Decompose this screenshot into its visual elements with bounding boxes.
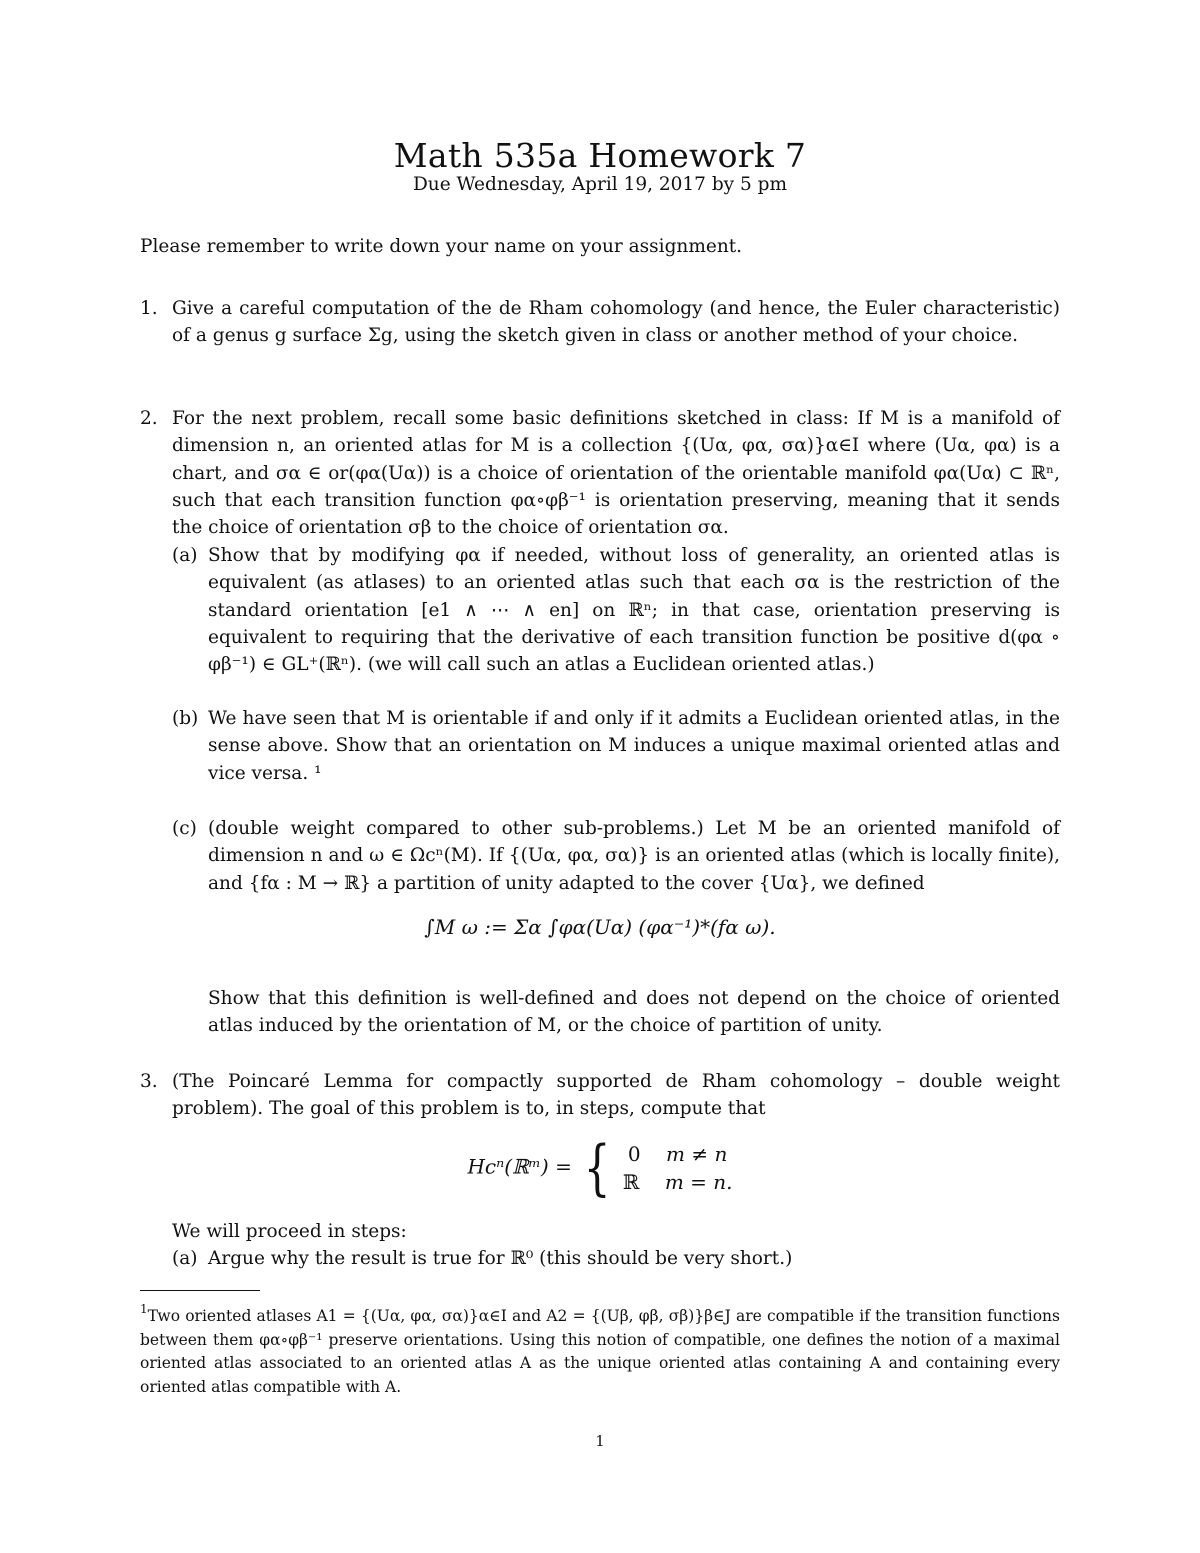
case-1-condition: m ≠ n (666, 1142, 728, 1166)
problem-2b-text: We have seen that M is orientable if and only if it admits a Euclidean oriented atlas, in the sense above. Show that an orientation on M induces a unique maximal oriented atlas and vice versa. ¹ (208, 708, 1060, 784)
problem-2a-label: (a) (172, 545, 198, 566)
formula-cases (623, 1140, 733, 1196)
problem-1-text: Give a careful computation of the de Rham cohomology (and hence, the Euler characteristic) of a genus g surface Σg, using the sketch given in class or another method of your choice. (172, 298, 1060, 347)
problem-3a (172, 1245, 1060, 1272)
problem-1 (140, 295, 1060, 350)
left-brace-icon: { (583, 1133, 611, 1203)
case-row-1 (623, 1140, 733, 1168)
problem-3-text: (The Poincaré Lemma for compactly supported de Rham cohomology – double weight problem). The goal of this problem is to, in steps, compute that (172, 1071, 1060, 1120)
problem-1-number: 1. (140, 298, 158, 319)
steps-intro: We will proceed in steps: (172, 1221, 407, 1242)
problem-2a (172, 542, 1060, 678)
problem-2c-after-text: Show that this definition is well-defined and does not depend on the choice of oriented atlas induced by the orientation of M, or the choice of partition of unity. (208, 988, 1060, 1037)
due-date: Due Wednesday, April 19, 2017 by 5 pm (412, 174, 788, 195)
footnote-divider (140, 1290, 260, 1291)
case-row-2 (623, 1168, 733, 1196)
problem-2a-text: Show that by modifying φα if needed, without loss of generality, an oriented atlas is equivalent (as atlases) to an oriented atlas such that each σα is the restriction of the standard orientation [e1 ∧ ⋯ ∧ en] on ℝⁿ; in that case, orientation preserving is equivalent to requiring that the derivative of each transition function be positive d(φα ∘ φβ⁻¹) ∈ GL⁺(ℝⁿ). (we will call such an atlas a Euclidean oriented atlas.) (208, 545, 1060, 676)
formula-lhs: Hcⁿ(ℝᵐ) = (467, 1154, 572, 1179)
problem-2b-label: (b) (172, 708, 199, 729)
problem-3a-label: (a) (172, 1248, 198, 1269)
problem-3a-text: Argue why the result is true for ℝ⁰ (this should be very short.) (208, 1248, 793, 1269)
reminder-text: Please remember to write down your name on your assignment. (140, 236, 743, 257)
page-number: 1 (595, 1432, 605, 1450)
problem-2c-label: (c) (172, 818, 197, 839)
problem-2c (172, 815, 1060, 897)
integral-definition-formula: ∫M ω := Σα ∫φα(Uα) (φα⁻¹)*(fα ω). (424, 915, 776, 939)
problem-2b (172, 705, 1060, 787)
case-2-value: ℝ (622, 1170, 640, 1194)
footnote-marker: 1 (140, 1302, 148, 1316)
problem-3-steps (140, 1218, 1060, 1245)
case-1-value: 0 (627, 1142, 641, 1166)
problem-2-number: 2. (140, 408, 158, 429)
problem-3 (140, 1068, 1060, 1123)
problem-2 (140, 405, 1060, 541)
footnote-text: Two oriented atlases A1 = {(Uα, φα, σα)}α∈I and A2 = {(Uβ, φβ, σβ)}β∈J are compatible if the transition functions between them φα∘φβ⁻¹ preserve orientations. Using this notion of compatible, one defines the notion of a maximal oriented atlas associated to an oriented atlas A as the unique oriented atlas containing A and containing every oriented atlas compatible with A. (140, 1307, 1060, 1396)
problem-3-number: 3. (140, 1071, 158, 1092)
footnote (140, 1298, 1060, 1399)
problem-2c-continuation (172, 985, 1060, 1040)
page-title: Math 535a Homework 7 (393, 136, 807, 175)
problem-2-intro: For the next problem, recall some basic definitions sketched in class: If M is a manifold of dimension n, an oriented atlas for M is a collection {(Uα, φα, σα)}α∈I where (Uα, φα) is a chart, and σα ∈ or(φα(Uα)) is a choice of orientation of the orientable manifold φα(Uα) ⊂ ℝⁿ, such that each transition function φα∘φβ⁻¹ is orientation preserving, meaning that it sends the choice of orientation σβ to the choice of orientation σα. (172, 408, 1060, 539)
cohomology-formula (0, 1133, 1200, 1203)
problem-2c-text: (double weight compared to other sub-problems.) Let M be an oriented manifold of dimension n and ω ∈ Ωcⁿ(M). If {(Uα, φα, σα)} is an oriented atlas (which is locally finite), and {fα : M → ℝ} a partition of unity adapted to the cover {Uα}, we defined (208, 818, 1060, 894)
case-2-condition: m = n. (664, 1170, 733, 1194)
